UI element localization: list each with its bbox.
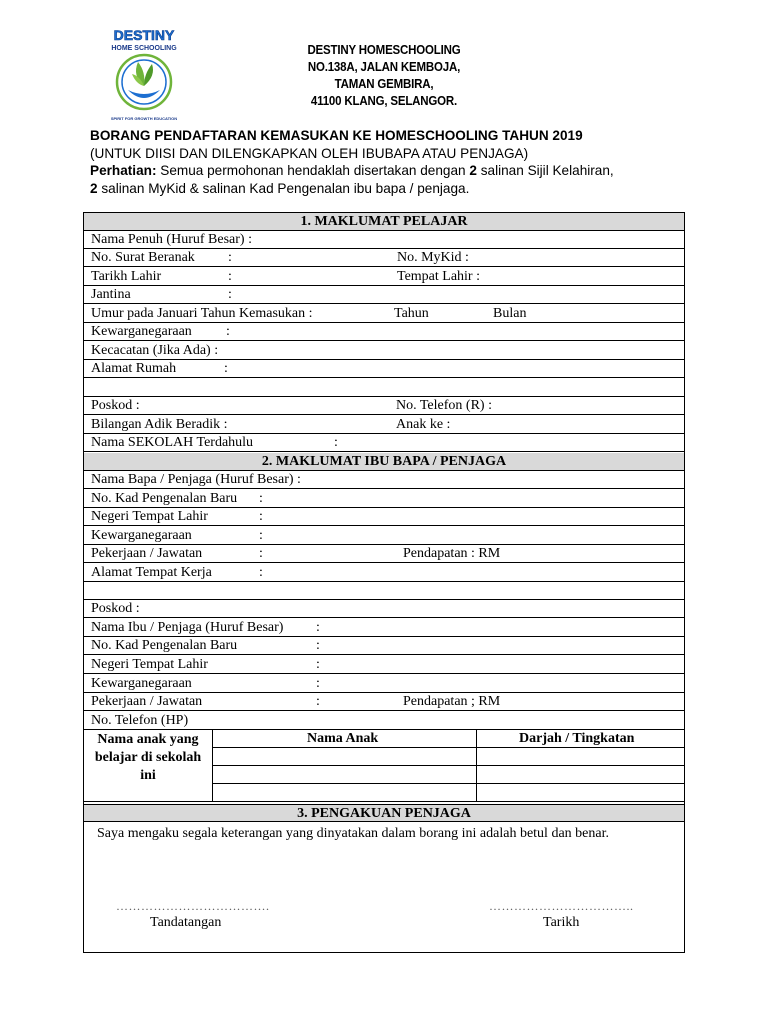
field-label: Negeri Tempat Lahir	[91, 509, 208, 524]
note-count: 2	[469, 163, 477, 178]
field-colon: :	[259, 528, 263, 543]
logo-graphic	[88, 28, 200, 124]
field-row[interactable]	[84, 434, 684, 452]
field-row[interactable]	[84, 656, 684, 674]
child-name-cell[interactable]	[213, 784, 475, 801]
field-row[interactable]	[84, 342, 684, 360]
field-row[interactable]	[84, 545, 684, 563]
column-header-name: Nama Anak	[307, 731, 379, 746]
field-row[interactable]	[84, 490, 684, 508]
field-row[interactable]	[84, 600, 684, 618]
child-class-cell[interactable]	[477, 748, 684, 765]
field-label: No. MyKid :	[397, 250, 469, 265]
field-label: No. Telefon (HP)	[91, 713, 189, 728]
note-text: salinan MyKid & salinan Kad Pengenalan ibu bapa / penjaga.	[97, 180, 470, 196]
logo-brand-text: DESTINY	[113, 28, 175, 43]
field-label: Nama Ibu / Penjaga (Huruf Besar)	[91, 620, 284, 635]
field-row[interactable]	[84, 564, 684, 582]
field-label: Bilangan Adik Beradik :	[91, 417, 228, 432]
child-class-cell[interactable]	[477, 784, 684, 801]
field-colon: :	[259, 509, 263, 524]
child-name-cell[interactable]	[213, 748, 475, 765]
school-logo	[88, 28, 200, 124]
field-colon: :	[316, 620, 320, 635]
field-colon: :	[259, 546, 263, 561]
field-row[interactable]	[84, 249, 684, 267]
logo-motto-text: SPIRIT FOR GROWTH EDUCATION	[110, 116, 178, 121]
form-note	[90, 180, 690, 198]
form-note	[90, 162, 690, 180]
field-label: No. Surat Beranak	[91, 250, 195, 265]
field-row[interactable]	[84, 286, 684, 304]
field-row[interactable]	[84, 527, 684, 545]
field-row[interactable]	[84, 416, 684, 434]
field-colon: :	[226, 324, 230, 339]
child-class-cell[interactable]	[477, 766, 684, 783]
field-label: Alamat Rumah	[91, 361, 177, 376]
field-label: Pendapatan : RM	[403, 546, 501, 561]
field-row[interactable]	[84, 231, 684, 249]
note-label: Perhatian:	[90, 163, 157, 178]
form-subtitle: (UNTUK DIISI DAN DILENGKAPKAN OLEH IBUBAPA ATAU PENJAGA)	[90, 145, 529, 161]
field-label: Tarikh Lahir	[91, 269, 162, 284]
field-row-blank[interactable]	[84, 582, 684, 600]
section-header-parents	[84, 453, 684, 471]
field-colon: :	[334, 435, 338, 450]
field-label: Kewarganegaraan	[91, 676, 192, 691]
form-title: BORANG PENDAFTARAN KEMASUKAN KE HOMESCHOOLING TAHUN 2019	[90, 128, 583, 143]
field-label: Nama SEKOLAH Terdahulu	[91, 435, 254, 450]
field-label: No. Kad Pengenalan Baru	[91, 638, 238, 653]
field-colon: :	[316, 694, 320, 709]
field-row[interactable]	[84, 693, 684, 711]
field-label: Poskod :	[91, 601, 140, 616]
field-row[interactable]	[84, 397, 684, 415]
field-row[interactable]	[84, 675, 684, 693]
column-header-class: Darjah / Tingkatan	[519, 731, 635, 746]
field-label: Tahun	[394, 306, 429, 321]
children-label-cell	[84, 730, 213, 801]
field-label: Pendapatan ; RM	[403, 694, 501, 709]
field-row-blank[interactable]	[84, 379, 684, 397]
children-label: ini	[140, 768, 156, 783]
field-label: Alamat Tempat Kerja	[91, 565, 212, 580]
date-line[interactable]: ……………………………..	[489, 899, 634, 913]
field-colon: :	[228, 250, 232, 265]
field-label: No. Telefon (R) :	[396, 398, 492, 413]
field-label: No. Kad Pengenalan Baru	[91, 491, 238, 506]
field-colon: :	[259, 491, 263, 506]
address-line: DESTINY HOMESCHOOLING	[307, 43, 461, 57]
field-row[interactable]	[84, 637, 684, 655]
field-row[interactable]	[84, 360, 684, 378]
school-address	[268, 42, 500, 110]
field-row[interactable]	[84, 712, 684, 730]
logo-sub-text: HOME SCHOOLING	[111, 45, 177, 52]
field-label: Pekerjaan / Jawatan	[91, 546, 203, 561]
note-count: 2	[90, 180, 98, 196]
field-colon: :	[228, 287, 232, 302]
signature-label: Tandatangan	[150, 915, 222, 930]
field-colon: :	[259, 565, 263, 580]
field-label: Kewarganegaraan	[91, 324, 192, 339]
field-row[interactable]	[84, 471, 684, 489]
section-header-student	[84, 213, 684, 231]
registration-form	[83, 212, 685, 953]
declaration-text: Saya mengaku segala keterangan yang dinyatakan dalam borang ini adalah betul dan benar.	[97, 826, 609, 841]
field-label: Bulan	[493, 306, 527, 321]
field-row[interactable]	[84, 619, 684, 637]
date-label: Tarikh	[543, 915, 580, 930]
address-line: NO.138A, JALAN KEMBOJA,	[307, 60, 461, 74]
field-colon: :	[224, 361, 228, 376]
field-label: Pekerjaan / Jawatan	[91, 694, 203, 709]
field-colon: :	[316, 676, 320, 691]
address-line: TAMAN GEMBIRA,	[334, 77, 434, 91]
address-line: 41100 KLANG, SELANGOR.	[310, 94, 458, 108]
signature-line[interactable]: ……………………………….	[116, 899, 270, 913]
field-colon: :	[316, 638, 320, 653]
field-row[interactable]	[84, 305, 684, 323]
field-row[interactable]	[84, 268, 684, 286]
section-title: 2. MAKLUMAT IBU BAPA / PENJAGA	[261, 454, 507, 469]
field-label: Tempat Lahir :	[397, 269, 480, 284]
field-label: Negeri Tempat Lahir	[91, 657, 208, 672]
children-grid	[213, 730, 684, 801]
form-intro	[90, 127, 690, 197]
field-label: Nama Bapa / Penjaga (Huruf Besar) :	[91, 472, 301, 487]
children-table	[84, 730, 684, 802]
field-row[interactable]	[84, 508, 684, 526]
field-colon: :	[316, 657, 320, 672]
children-label: Nama anak yang	[97, 732, 199, 747]
field-label: Nama Penuh (Huruf Besar) :	[91, 232, 252, 247]
section-title: 1. MAKLUMAT PELAJAR	[300, 214, 468, 229]
child-name-cell[interactable]	[213, 766, 475, 783]
section-header-declaration	[84, 804, 684, 822]
children-label: belajar di sekolah	[94, 750, 202, 765]
note-text: Semua permohonan hendaklah disertakan dengan	[156, 163, 470, 178]
field-label: Kewarganegaraan	[91, 528, 192, 543]
note-text: salinan Sijil Kelahiran,	[476, 163, 614, 178]
field-label: Kecacatan (Jika Ada) :	[91, 343, 219, 358]
field-label: Anak ke :	[396, 417, 451, 432]
field-label: Umur pada Januari Tahun Kemasukan :	[91, 306, 313, 321]
section-title: 3. PENGAKUAN PENJAGA	[297, 806, 471, 821]
field-colon: :	[228, 269, 232, 284]
field-label: Poskod :	[91, 398, 140, 413]
field-label: Jantina	[91, 287, 131, 302]
field-row[interactable]	[84, 323, 684, 341]
